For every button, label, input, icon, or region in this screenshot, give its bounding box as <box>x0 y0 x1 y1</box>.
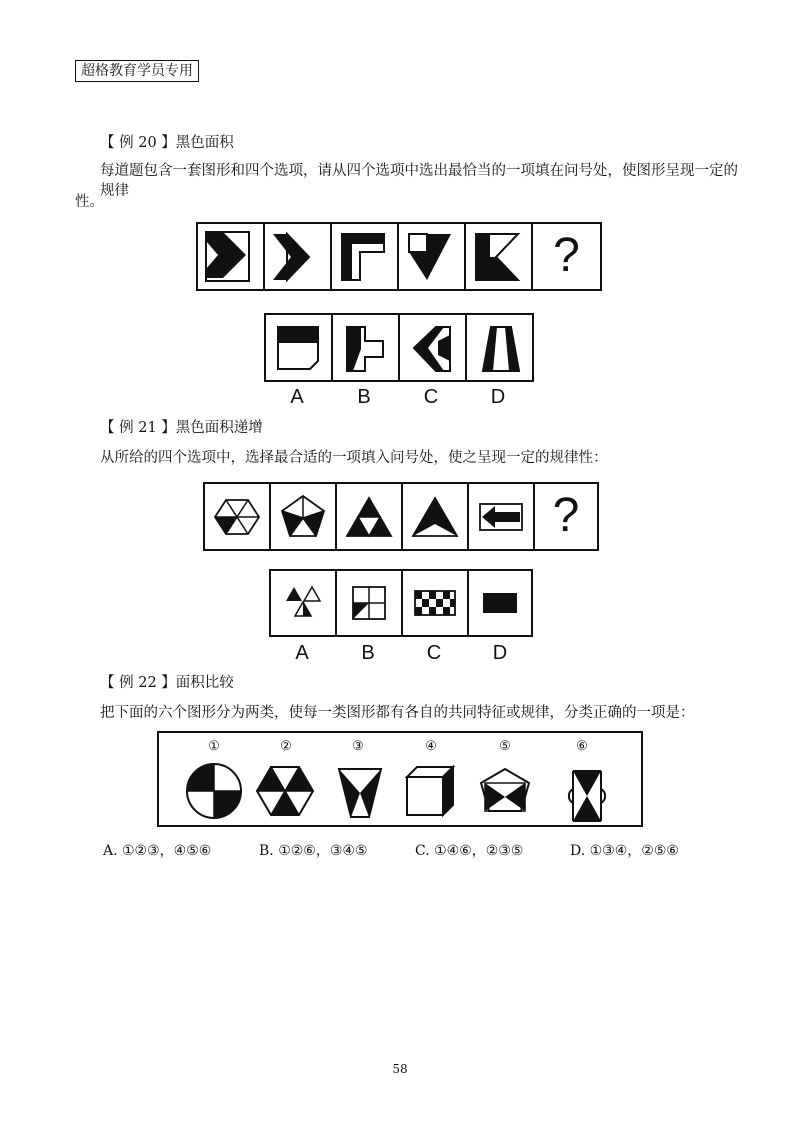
ex20-figure-4-shape <box>399 224 464 289</box>
ex22-figure-panel <box>157 731 643 827</box>
ex20-figure-5-shape <box>466 224 531 289</box>
ex21-figure-4-shape <box>403 484 467 549</box>
ex21-option-label-c: C <box>426 642 442 664</box>
ex20-question-row <box>196 222 604 291</box>
ex20-figure-4 <box>397 222 466 291</box>
ex21-figure-1 <box>203 482 271 551</box>
ex22-answer-a[interactable]: A. ①②③，④⑤⑥ <box>103 843 212 859</box>
ex21-instruction: 从所给的四个选项中，选择最合适的一项填入问号处，使之呈现一定的规律性： <box>100 450 608 466</box>
ex20-option-c-shape <box>400 315 465 380</box>
ex21-option-label-d: D <box>492 642 508 664</box>
ex20-option-label-b: B <box>357 386 371 408</box>
ex20-figure-3-shape <box>332 224 397 289</box>
ex22-number-4: ④ <box>425 739 437 754</box>
ex20-question-mark: ? <box>553 229 580 282</box>
ex21-option-b[interactable] <box>335 569 403 637</box>
ex21-option-c[interactable] <box>401 569 469 637</box>
ex20-option-b-shape <box>333 315 398 380</box>
ex20-instruction-line1: 每道题包含一套图形和四个选项，请从四个选项中选出最恰当的一项填在问号处，使图形呈现一定的规律 <box>100 163 738 199</box>
ex20-figure-1 <box>196 222 265 291</box>
ex22-number-5: ⑤ <box>499 739 511 754</box>
ex20-option-a-shape <box>266 315 331 380</box>
ex22-figure-3 <box>339 769 381 817</box>
ex21-question-cell <box>533 482 599 551</box>
ex22-title: 【 例 22 】面积比较 <box>100 675 234 691</box>
ex22-figure-1 <box>187 764 241 818</box>
ex22-number-3: ③ <box>352 739 364 754</box>
header-tag: 超格教育学员专用 <box>75 60 199 82</box>
ex21-option-d[interactable] <box>467 569 533 637</box>
ex22-figure-5 <box>481 769 529 811</box>
ex22-instruction: 把下面的六个图形分为两类，使每一类图形都有各自的共同特征或规律，分类正确的一项是： <box>100 705 695 721</box>
ex20-figure-3 <box>330 222 399 291</box>
ex20-figure-2 <box>263 222 332 291</box>
ex22-answer-b[interactable]: B. ①②⑥，③④⑤ <box>259 843 368 859</box>
ex22-number-6: ⑥ <box>576 739 588 754</box>
ex21-option-a[interactable] <box>269 569 337 637</box>
ex20-figure-1-shape <box>198 224 263 289</box>
ex21-option-label-a: A <box>295 642 309 664</box>
ex20-figure-5 <box>464 222 533 291</box>
ex21-figure-5 <box>467 482 535 551</box>
ex20-option-c[interactable] <box>398 313 467 382</box>
ex20-option-d[interactable] <box>465 313 534 382</box>
ex22-figure-4 <box>407 767 453 815</box>
ex21-question-row <box>203 482 599 551</box>
ex21-option-label-b: B <box>361 642 375 664</box>
ex20-title: 【 例 20 】黑色面积 <box>100 135 234 151</box>
ex21-figure-2 <box>269 482 337 551</box>
ex22-figure-6 <box>569 771 605 821</box>
ex21-option-b-shape <box>337 571 401 635</box>
ex20-option-a[interactable] <box>264 313 333 382</box>
ex21-figure-3 <box>335 482 403 551</box>
ex21-figure-5-shape <box>469 484 533 549</box>
ex21-option-d-shape <box>469 571 531 635</box>
ex20-instruction-line2: 性。 <box>75 194 104 210</box>
ex22-number-1: ① <box>208 739 220 754</box>
ex21-option-c-shape <box>403 571 467 635</box>
ex20-figure-2-shape <box>265 224 330 289</box>
ex22-answer-d[interactable]: D. ①③④，②⑤⑥ <box>570 843 679 859</box>
ex21-figure-2-shape <box>271 484 335 549</box>
ex20-option-label-d: D <box>490 386 506 408</box>
ex21-title: 【 例 21 】黑色面积递增 <box>100 420 263 436</box>
ex21-options-row <box>269 569 533 637</box>
page-number: 58 <box>392 1062 408 1076</box>
ex20-option-d-shape <box>467 315 532 380</box>
ex20-option-label-c: C <box>423 386 439 408</box>
ex21-figure-4 <box>401 482 469 551</box>
ex21-figure-1-shape <box>205 484 269 549</box>
ex20-option-b[interactable] <box>331 313 400 382</box>
ex20-question-cell <box>531 222 602 291</box>
ex22-figures <box>159 733 641 825</box>
ex21-figure-3-shape <box>337 484 401 549</box>
ex21-question-mark: ? <box>552 489 580 542</box>
ex22-figure-2 <box>257 767 313 815</box>
ex21-option-a-shape <box>271 571 335 635</box>
ex22-number-2: ② <box>280 739 292 754</box>
ex20-options-row <box>264 313 534 382</box>
ex20-option-label-a: A <box>290 386 304 408</box>
ex22-answer-c[interactable]: C. ①④⑥，②③⑤ <box>415 843 524 859</box>
